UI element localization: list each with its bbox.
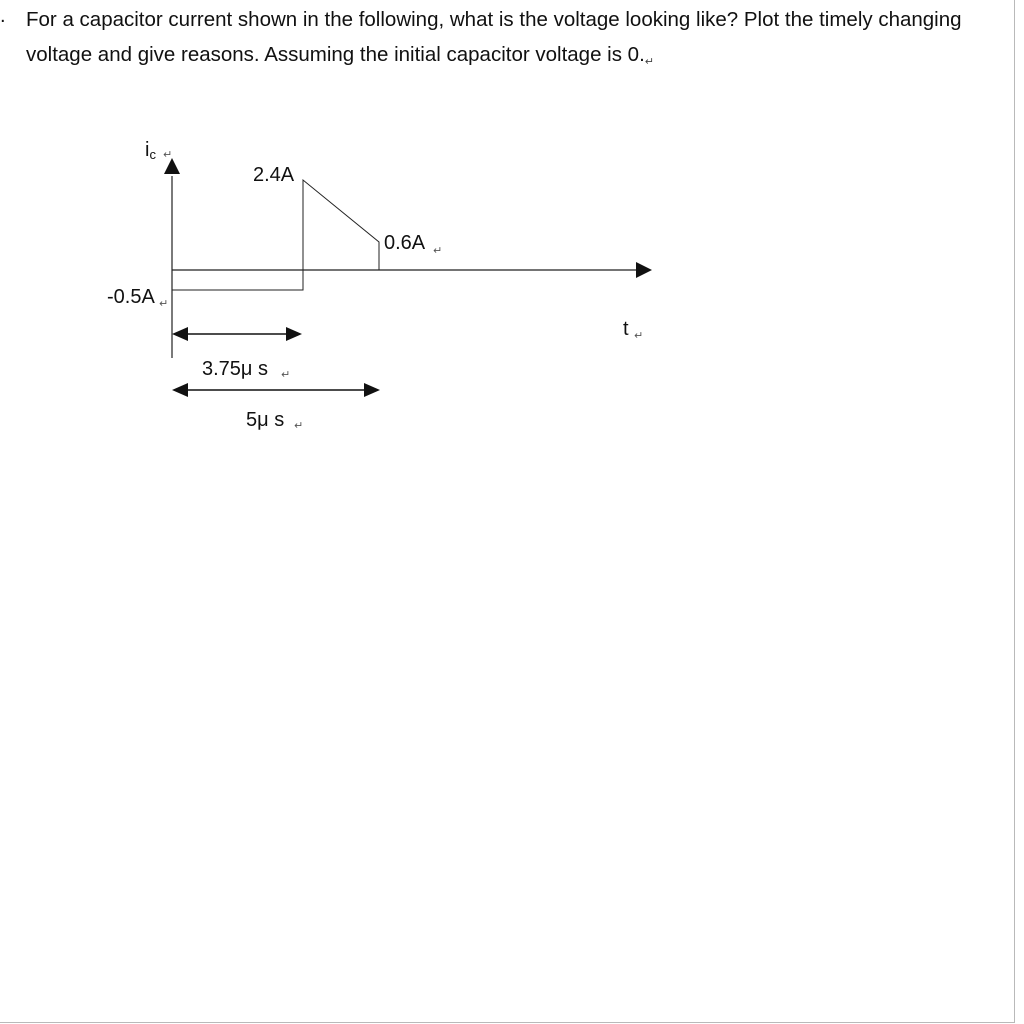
y-axis-label [145,139,156,162]
y-axis-para-mark-icon: ↵ [163,149,173,161]
list-marker: . [0,5,6,27]
y-axis-label-subscript: c [149,147,156,162]
peak-current-label: 2.4A [253,164,295,186]
y-axis-label-main: i [145,139,150,161]
duration-arrow-1-right-head [286,327,302,341]
duration-arrow-1-left-head [172,327,188,341]
duration-label-2: 5μ s [246,409,285,431]
x-axis-para-mark-icon: ↵ [634,330,644,342]
duration-label-1: 3.75μ s [202,358,269,380]
current-waveform-trace [172,180,379,290]
question-body: For a capacitor current shown in the following, what is the voltage looking like? Plot the timely changing voltage and give reasons. Assuming the initial capacitor voltage is 0. [26,8,962,66]
current-waveform-figure [0,0,1015,460]
end-current-para-mark-icon: ↵ [433,245,443,257]
end-current-label: 0.6A [384,232,426,254]
negative-current-label: -0.5A [107,286,155,308]
paragraph-mark-icon: ↵ [644,56,654,68]
negative-current-para-mark-icon: ↵ [159,298,169,310]
duration-label-1-para-mark-icon: ↵ [281,369,291,381]
duration-arrow-2-right-head [364,383,380,397]
duration-label-2-para-mark-icon: ↵ [294,420,304,432]
duration-arrow-2-left-head [172,383,188,397]
x-axis-arrowhead [636,262,652,278]
x-axis-label: t [623,318,629,340]
